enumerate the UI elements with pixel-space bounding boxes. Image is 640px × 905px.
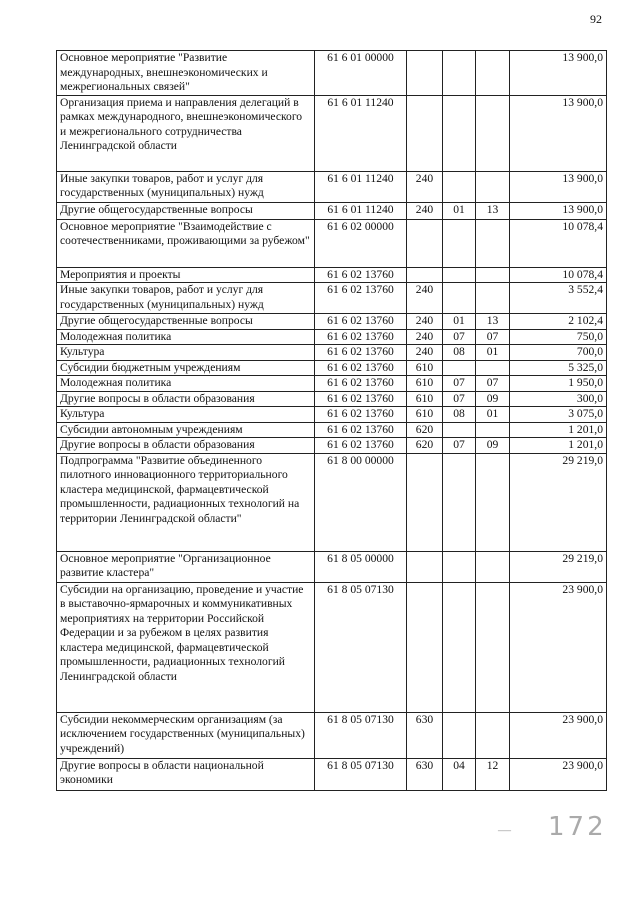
row-pr: 09 <box>476 438 510 454</box>
row-code: 61 6 01 11240 <box>315 202 407 219</box>
row-vr <box>407 267 443 283</box>
row-name: Молодежная политика <box>57 376 315 392</box>
row-pr: 12 <box>476 758 510 790</box>
row-vr: 630 <box>407 712 443 758</box>
row-name: Другие общегосударственные вопросы <box>57 202 315 219</box>
row-vr: 610 <box>407 391 443 407</box>
row-code: 61 6 02 13760 <box>315 422 407 438</box>
table-row <box>57 391 607 407</box>
row-amount: 1 201,0 <box>510 422 607 438</box>
row-name: Субсидии на организацию, проведение и участие в выставочно-ярмарочных и коммуникативных мероприятиях на территории Российской Федерации и за рубежом в целях развития кластера медицинской, фармацевтической промышленности, радиационных технологий Ленинградской области <box>57 582 315 712</box>
row-rz: 01 <box>443 314 476 330</box>
table-row <box>57 453 607 551</box>
row-rz <box>443 171 476 202</box>
page-number: 92 <box>590 12 602 26</box>
row-code: 61 6 02 13760 <box>315 267 407 283</box>
row-code: 61 8 05 00000 <box>315 551 407 582</box>
row-rz: 01 <box>443 202 476 219</box>
row-name: Субсидии автономным учреждениям <box>57 422 315 438</box>
row-pr <box>476 582 510 712</box>
row-amount: 300,0 <box>510 391 607 407</box>
row-vr <box>407 95 443 171</box>
table-row <box>57 422 607 438</box>
row-amount: 23 900,0 <box>510 712 607 758</box>
row-pr <box>476 360 510 376</box>
row-amount: 23 900,0 <box>510 758 607 790</box>
row-rz: 07 <box>443 329 476 345</box>
row-name: Иные закупки товаров, работ и услуг для государственных (муниципальных) нужд <box>57 283 315 314</box>
row-vr: 240 <box>407 345 443 361</box>
row-vr: 630 <box>407 758 443 790</box>
row-pr: 07 <box>476 376 510 392</box>
row-pr: 01 <box>476 407 510 423</box>
row-code: 61 6 01 00000 <box>315 51 407 96</box>
row-code: 61 8 05 07130 <box>315 712 407 758</box>
row-code: 61 8 00 00000 <box>315 453 407 551</box>
table-row <box>57 360 607 376</box>
row-code: 61 6 01 11240 <box>315 171 407 202</box>
row-amount: 13 900,0 <box>510 202 607 219</box>
row-rz <box>443 551 476 582</box>
row-name: Субсидии некоммерческим организациям (за исключением государственных (муниципальных) учреждений) <box>57 712 315 758</box>
row-amount: 29 219,0 <box>510 551 607 582</box>
row-vr: 240 <box>407 283 443 314</box>
row-vr <box>407 51 443 96</box>
budget-table-body <box>57 51 607 791</box>
row-rz <box>443 453 476 551</box>
table-row <box>57 345 607 361</box>
row-pr: 13 <box>476 202 510 219</box>
row-rz <box>443 95 476 171</box>
row-vr: 620 <box>407 438 443 454</box>
row-name: Основное мероприятие "Развитие международных, внешнеэкономических и межрегиональных связей" <box>57 51 315 96</box>
row-amount: 3 075,0 <box>510 407 607 423</box>
row-vr: 240 <box>407 329 443 345</box>
row-rz <box>443 582 476 712</box>
row-code: 61 8 05 07130 <box>315 582 407 712</box>
row-name: Основное мероприятие "Организационное развитие кластера" <box>57 551 315 582</box>
row-rz: 04 <box>443 758 476 790</box>
row-rz: 08 <box>443 345 476 361</box>
row-amount: 13 900,0 <box>510 171 607 202</box>
row-rz <box>443 422 476 438</box>
row-vr: 240 <box>407 202 443 219</box>
row-pr: 07 <box>476 329 510 345</box>
row-code: 61 8 05 07130 <box>315 758 407 790</box>
stamp-page-number: 172 <box>548 812 607 842</box>
row-code: 61 6 01 11240 <box>315 95 407 171</box>
row-rz: 07 <box>443 376 476 392</box>
row-code: 61 6 02 13760 <box>315 283 407 314</box>
row-amount: 1 201,0 <box>510 438 607 454</box>
row-amount: 29 219,0 <box>510 453 607 551</box>
row-name: Другие общегосударственные вопросы <box>57 314 315 330</box>
row-vr: 610 <box>407 407 443 423</box>
row-pr: 09 <box>476 391 510 407</box>
table-row <box>57 95 607 171</box>
row-pr <box>476 712 510 758</box>
row-rz <box>443 360 476 376</box>
row-vr: 610 <box>407 360 443 376</box>
row-amount: 2 102,4 <box>510 314 607 330</box>
row-amount: 23 900,0 <box>510 582 607 712</box>
table-row <box>57 407 607 423</box>
row-code: 61 6 02 13760 <box>315 407 407 423</box>
table-row <box>57 438 607 454</box>
row-name: Организация приема и направления делегаций в рамках международного, внешнеэкономического и межрегионального сотрудничества Ленинградской области <box>57 95 315 171</box>
row-amount: 10 078,4 <box>510 267 607 283</box>
row-pr <box>476 171 510 202</box>
table-row <box>57 329 607 345</box>
row-amount: 700,0 <box>510 345 607 361</box>
row-pr <box>476 51 510 96</box>
row-name: Основное мероприятие "Взаимодействие с соотечественниками, проживающими за рубежом" <box>57 219 315 267</box>
row-code: 61 6 02 13760 <box>315 360 407 376</box>
row-rz <box>443 51 476 96</box>
row-pr: 13 <box>476 314 510 330</box>
row-code: 61 6 02 13760 <box>315 314 407 330</box>
table-row <box>57 712 607 758</box>
row-pr <box>476 422 510 438</box>
row-rz <box>443 283 476 314</box>
row-name: Иные закупки товаров, работ и услуг для государственных (муниципальных) нужд <box>57 171 315 202</box>
row-vr <box>407 582 443 712</box>
row-vr: 620 <box>407 422 443 438</box>
row-vr <box>407 551 443 582</box>
row-pr: 01 <box>476 345 510 361</box>
row-code: 61 6 02 13760 <box>315 329 407 345</box>
row-rz: 08 <box>443 407 476 423</box>
row-amount: 3 552,4 <box>510 283 607 314</box>
row-rz: 07 <box>443 438 476 454</box>
table-row <box>57 202 607 219</box>
row-vr: 240 <box>407 314 443 330</box>
table-row <box>57 283 607 314</box>
table-row <box>57 267 607 283</box>
table-row <box>57 219 607 267</box>
row-name: Другие вопросы в области национальной экономики <box>57 758 315 790</box>
row-name: Подпрограмма "Развитие объединенного пилотного инновационного территориального кластера медицинской, фармацевтической промышленности, радиационных технологий на территории Ленинградской области" <box>57 453 315 551</box>
row-vr <box>407 453 443 551</box>
row-code: 61 6 02 13760 <box>315 438 407 454</box>
row-amount: 750,0 <box>510 329 607 345</box>
row-pr <box>476 95 510 171</box>
row-vr: 610 <box>407 376 443 392</box>
row-rz: 07 <box>443 391 476 407</box>
table-row <box>57 376 607 392</box>
row-name: Мероприятия и проекты <box>57 267 315 283</box>
table-row <box>57 171 607 202</box>
row-vr: 240 <box>407 171 443 202</box>
row-name: Культура <box>57 345 315 361</box>
row-code: 61 6 02 13760 <box>315 376 407 392</box>
budget-table <box>56 50 607 791</box>
row-pr <box>476 283 510 314</box>
row-name: Другие вопросы в области образования <box>57 438 315 454</box>
row-name: Субсидии бюджетным учреждениям <box>57 360 315 376</box>
row-pr <box>476 267 510 283</box>
row-pr <box>476 453 510 551</box>
row-amount: 1 950,0 <box>510 376 607 392</box>
table-row <box>57 758 607 790</box>
row-name: Другие вопросы в области образования <box>57 391 315 407</box>
table-row <box>57 51 607 96</box>
row-rz <box>443 267 476 283</box>
table-row <box>57 314 607 330</box>
bottom-mark: — <box>498 822 512 837</box>
row-amount: 13 900,0 <box>510 95 607 171</box>
row-pr <box>476 551 510 582</box>
row-code: 61 6 02 13760 <box>315 391 407 407</box>
row-rz <box>443 219 476 267</box>
row-amount: 13 900,0 <box>510 51 607 96</box>
row-name: Культура <box>57 407 315 423</box>
table-row <box>57 582 607 712</box>
row-code: 61 6 02 13760 <box>315 345 407 361</box>
row-pr <box>476 219 510 267</box>
row-vr <box>407 219 443 267</box>
row-amount: 10 078,4 <box>510 219 607 267</box>
row-amount: 5 325,0 <box>510 360 607 376</box>
row-rz <box>443 712 476 758</box>
table-row <box>57 551 607 582</box>
row-name: Молодежная политика <box>57 329 315 345</box>
row-code: 61 6 02 00000 <box>315 219 407 267</box>
